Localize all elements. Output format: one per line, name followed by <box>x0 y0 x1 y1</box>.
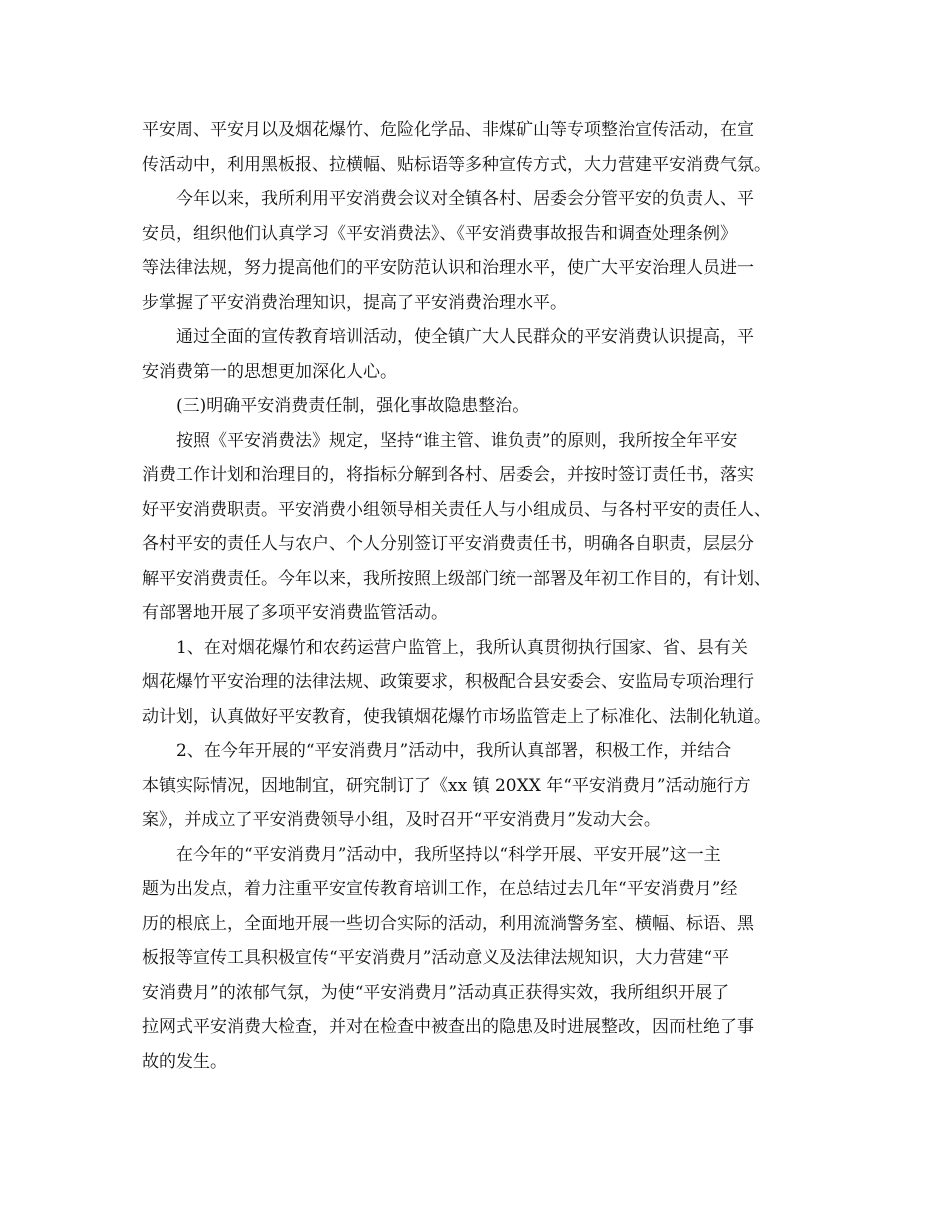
paragraph-7: 在今年的“平安消费月”活动中，我所坚持以“科学开展、平安开展”这一主 题为出发点，着力注重平安宣传教育培训工作，在总结过去几年“平安消费月”经 历的根底上，全面地开展一些切合实际的活动，利用流淌警务室、横幅、标语、黑 板报等宣传工具积极宣传“平安消费月”活动意义及法律法规知识，大力营建“平 安消费月”的浓郁气氛，为使“平安消费月”活动真正获得实效，我所组织开展了 拉网式平安消费大检查，并对在检查中被查出的隐患及时进展整改，因而杜绝了事 故的发生。 <box>142 844 754 1072</box>
paragraph-3: 通过全面的宣传教育培训活动，使全镇广大人民群众的平安消费认识提高，平 安消费第一的思想更加深化人心。 <box>142 327 754 382</box>
paragraph-2: 今年以来，我所利用平安消费会议对全镇各村、居委会分管平安的负责人、平 安员，组织他们认真学习《平安消费法》、《平安消费事故报告和调查处理条例》 等法律法规，努力提高他们的平安防范认识和治理水平，使广大平安治理人员进一 步掌握了平安消费治理知识，提高了平安消费治理水平。 <box>142 189 754 313</box>
paragraph-6: 2、在今年开展的“平安消费月”活动中，我所认真部署，积极工作，并结合 本镇实际情况，因地制宜，研究制订了《xx 镇 20XX 年“平安消费月”活动施行方 案》，并成立了平安消费领导小组，及时召开“平安消费月”发动大会。 <box>142 741 751 830</box>
section-heading: (三)明确平安消费责任制，强化事故隐患整治。 <box>176 396 530 416</box>
paragraph-1: 平安周、平安月以及烟花爆竹、危险化学品、非煤矿山等专项整治宣传活动，在宣 传活动中，利用黑板报、拉横幅、贴标语等多种宣传方式，大力营建平安消费气氛。 <box>142 120 771 175</box>
paragraph-5: 1、在对烟花爆竹和农药运营户监管上，我所认真贯彻执行国家、省、县有关 烟花爆竹平安治理的法律法规、政策要求，积极配合县安委会、安监局专项治理行 动计划，认真做好平安教育，使我镇烟花爆竹市场监管走上了标准化、法制化轨道。 <box>142 637 771 727</box>
document-body <box>142 113 832 1079</box>
paragraph-4: 按照《平安消费法》规定，坚持“谁主管、谁负责”的原则，我所按全年平安 消费工作计划和治理目的，将指标分解到各村、居委会，并按时签订责任书，落实 好平安消费职责。平安消费小组领导相关责任人与小组成员、与各村平安的责任人、 各村平安的责任人与农户、个人分别签订平安消费责任书，明确各自职责，层层分 解平安消费责任。今年以来，我所按照上级部门统一部署及年初工作目的，有计划、 有部署地开展了多项平安消费监管活动。 <box>142 430 771 623</box>
